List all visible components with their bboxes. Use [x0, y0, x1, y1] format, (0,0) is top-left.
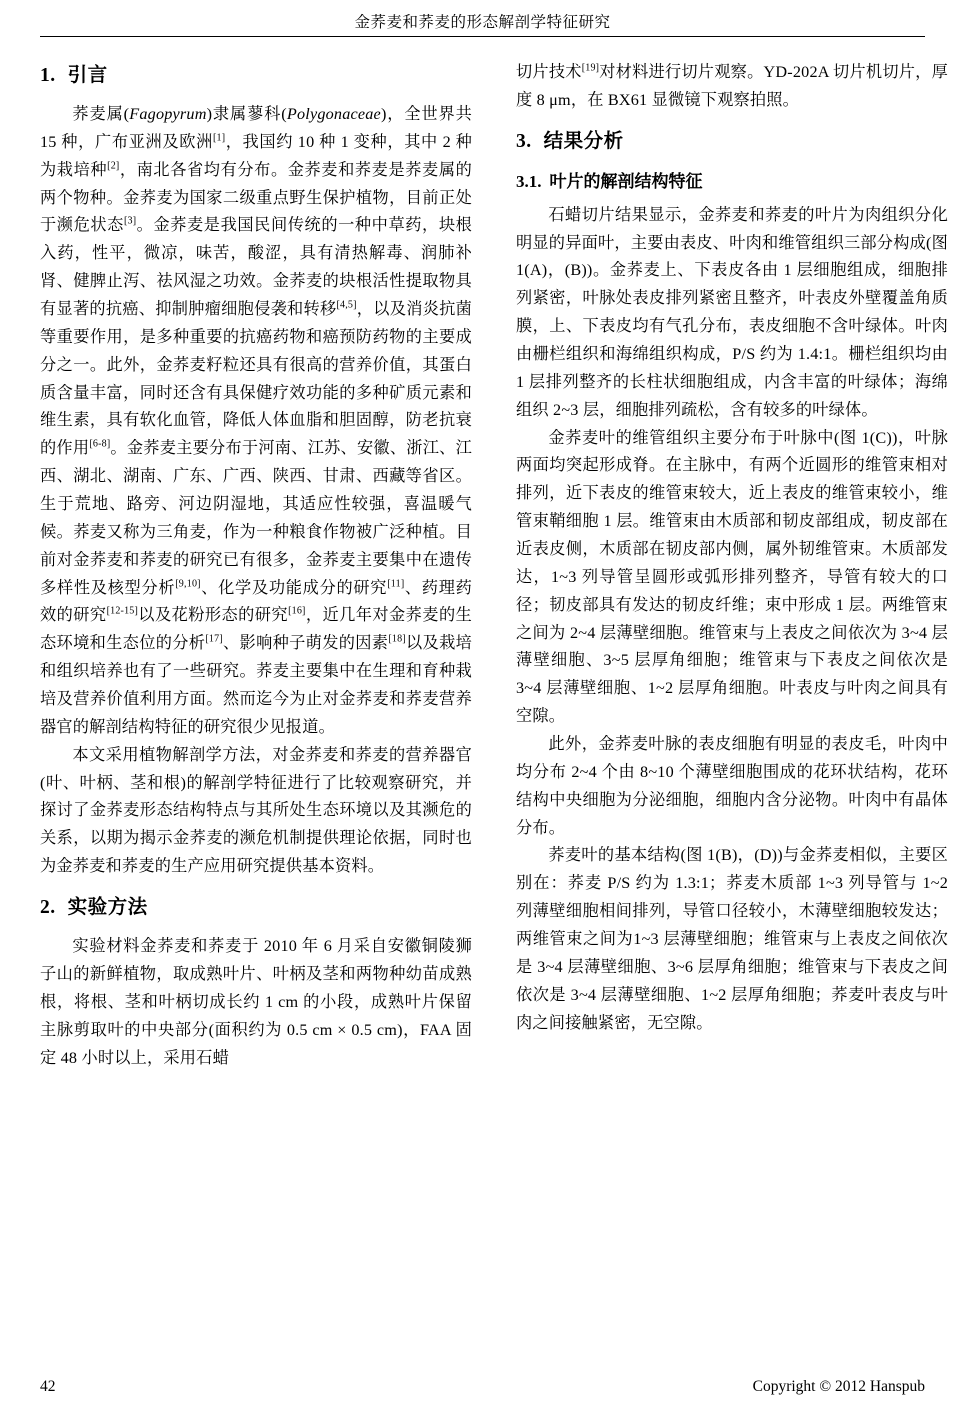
running-head: 金荞麦和荞麦的形态解剖学特征研究 — [354, 14, 611, 31]
intro-paragraph-1: 荞麦属(Fagopyrum)隶属蓼科(Polygonaceae)，全世界共 15 种，广布亚洲及欧洲[1]，我国约 10 种 1 变种，其中 2 种为栽培种[2]，南北各省均有分布。金荞麦和荞麦是荞麦属的两个物种。金荞麦为国家二级重点野生保护植物，目前正处于濒危状态[3]。金荞麦是我国民间传统的一种中草药，块根入药，性平，微凉，味苦，酸涩，具有清热解毒、润肺补肾、健脾止泻、祛风湿之功效。金荞麦的块根活性提取物具有显著的抗癌、抑制肿瘤细胞侵袭和转移[4,5]，以及消炎抗菌等重要作用，是多种重要的抗癌药物和癌预防药物的主要成分之一。此外，金荞麦籽粒还具有很高的营养价值，其蛋白质含量丰富，同时还含有具保健疗效功能的多种矿质元素和维生素，具有软化血管，降低人体血脂和胆固醇，防老抗衰的作用[6-8]。金荞麦主要分布于河南、江苏、安徽、浙江、江西、湖北、湖南、广东、广西、陕西、甘肃、西藏等省区。生于荒地、路旁、河边阴湿地，其适应性较强，喜温暖气候。荞麦又称为三角麦，作为一种粮食作物被广泛种植。目前对金荞麦和荞麦的研究已有很多，金荞麦主要集中在遗传多样性及核型分析[9,10]、化学及功能成分的研究[11]、药理药效的研究[12-15]以及花粉形态的研究[16]，近几年对金荞麦的生态环境和生态位的分析[17]、影响种子萌发的因素[18]以及栽培和组织培养也有了一些研究。荞麦主要集中在生理和育种栽培及营养价值利用方面。然而迄今为止对金荞麦和荞麦营养器官的解剖结构特征的研究很少见报道。 — [40, 105, 473, 736]
methods-paragraph-1: 实验材料金荞麦和荞麦于 2010 年 6 月采自安徽铜陵狮子山的新鲜植物，取成熟叶片、叶柄及茎和两物种幼苗成熟根，将根、茎和叶柄切成长约 1 cm 的小段，成熟叶片保留主脉剪取叶的中央部分(面积约为 0.5 cm × 0.5 cm)，FAA 固定 48 小时以上，采用石蜡 — [40, 937, 472, 1067]
header-rule — [40, 36, 925, 37]
section-title: 结果分析 — [543, 130, 624, 152]
section-title: 引言 — [67, 65, 108, 86]
left-column — [40, 59, 472, 1329]
right-column — [516, 59, 948, 1329]
page-footer — [40, 1378, 925, 1396]
subsection-heading-leaf-anatomy — [516, 167, 948, 192]
section-number: 2. — [40, 897, 56, 919]
section-title: 实验方法 — [67, 897, 148, 919]
two-column-body — [40, 59, 948, 1329]
results-paragraph-4: 荞麦叶的基本结构(图 1(B)，(D))与金荞麦相似，主要区别在：荞麦 P/S 约为 1.3:1；荞麦木质部 1~3 列导管与 1~2 列薄壁细胞相间排列，导管口径较小，木薄壁细胞较发达；两维管束之间为1~3 层薄壁细胞；维管束与上表皮之间依次是 3~4 层薄壁细胞、3~6 层厚角细胞；维管束与下表皮之间依次是 3~4 层薄壁细胞、1~2 层厚角细胞；荞麦叶表皮与叶肉之间接触紧密，无空隙。 — [516, 846, 948, 1032]
results-paragraph-3: 此外，金荞麦叶脉的表皮细胞有明显的表皮毛，叶肉中均分布 2~4 个由 8~10 个薄壁细胞围成的花环状结构，花环结构中央细胞为分泌细胞，细胞内含分泌物。叶肉中有晶体分布。 — [516, 735, 948, 837]
section-heading-results — [516, 125, 948, 153]
section-number: 3. — [516, 130, 532, 152]
results-paragraph-1: 石蜡切片结果显示，金荞麦和荞麦的叶片为肉组织分化明显的异面叶，主要由表皮、叶肉和维管组织三部分构成(图 1(A)，(B))。金荞麦上、下表皮各由 1 层细胞组成，细胞排列紧密，叶脉处表皮排列紧密且整齐，叶表皮外壁覆盖角质膜，上、下表皮均有气孔分布，表皮细胞不含叶绿体。叶肉由栅栏组织和海绵组织构成，P/S 约为 1.4:1。栅栏组织均由 1 层排列整齐的长柱状细胞组成，内含丰富的叶绿体；海绵组织 2~3 层，细胞排列疏松，含有较多的叶绿体。 — [516, 205, 948, 419]
results-paragraph-2: 金荞麦叶的维管组织主要分布于叶脉中(图 1(C))，叶脉两面均突起形成脊。在主脉中，有两个近圆形的维管束相对排列，近下表皮的维管束较大，近上表皮的维管束较小，维管束鞘细胞 1 层。维管束由木质部和韧皮部组成，韧皮部在近表皮侧，木质部在韧皮部内侧，属外韧维管束。木质部发达，1~3 列导管呈圆形或弧形排列整齐，导管有较大的口径；韧皮部具有发达的韧皮纤维；束中形成 1 层。两维管束之间为 2~4 层薄壁细胞。维管束与上表皮之间依次为 3~4 层薄壁细胞、3~5 层厚角细胞；维管束与下表皮之间依次是 3~4 层薄壁细胞、1~2 层厚角细胞。叶表皮与叶肉之间具有空隙。 — [516, 428, 948, 726]
section-number: 1. — [40, 65, 56, 86]
subsection-number: 3.1. — [516, 171, 542, 191]
subsection-title: 叶片的解剖结构特征 — [549, 171, 703, 191]
methods-paragraph-1-continued: 切片技术[19]对材料进行切片观察。YD-202A 切片机切片，厚度 8 μm，在 BX61 显微镜下观察拍照。 — [516, 62, 948, 109]
intro-paragraph-2: 本文采用植物解剖学方法，对金荞麦和荞麦的营养器官(叶、叶柄、茎和根)的解剖学特征进行了比较观察研究，并探讨了金荞麦形态结构特点与其所处生态环境以及其濒危的关系，以期为揭示金荞麦的濒危机制提供理论依据，同时也为金荞麦和荞麦的生产应用研究提供基本资料。 — [40, 745, 472, 876]
copyright-notice: Copyright © 2012 Hanspub — [752, 1378, 925, 1395]
section-heading-introduction — [40, 59, 472, 87]
page-number: 42 — [40, 1378, 56, 1395]
section-heading-methods — [40, 891, 472, 919]
